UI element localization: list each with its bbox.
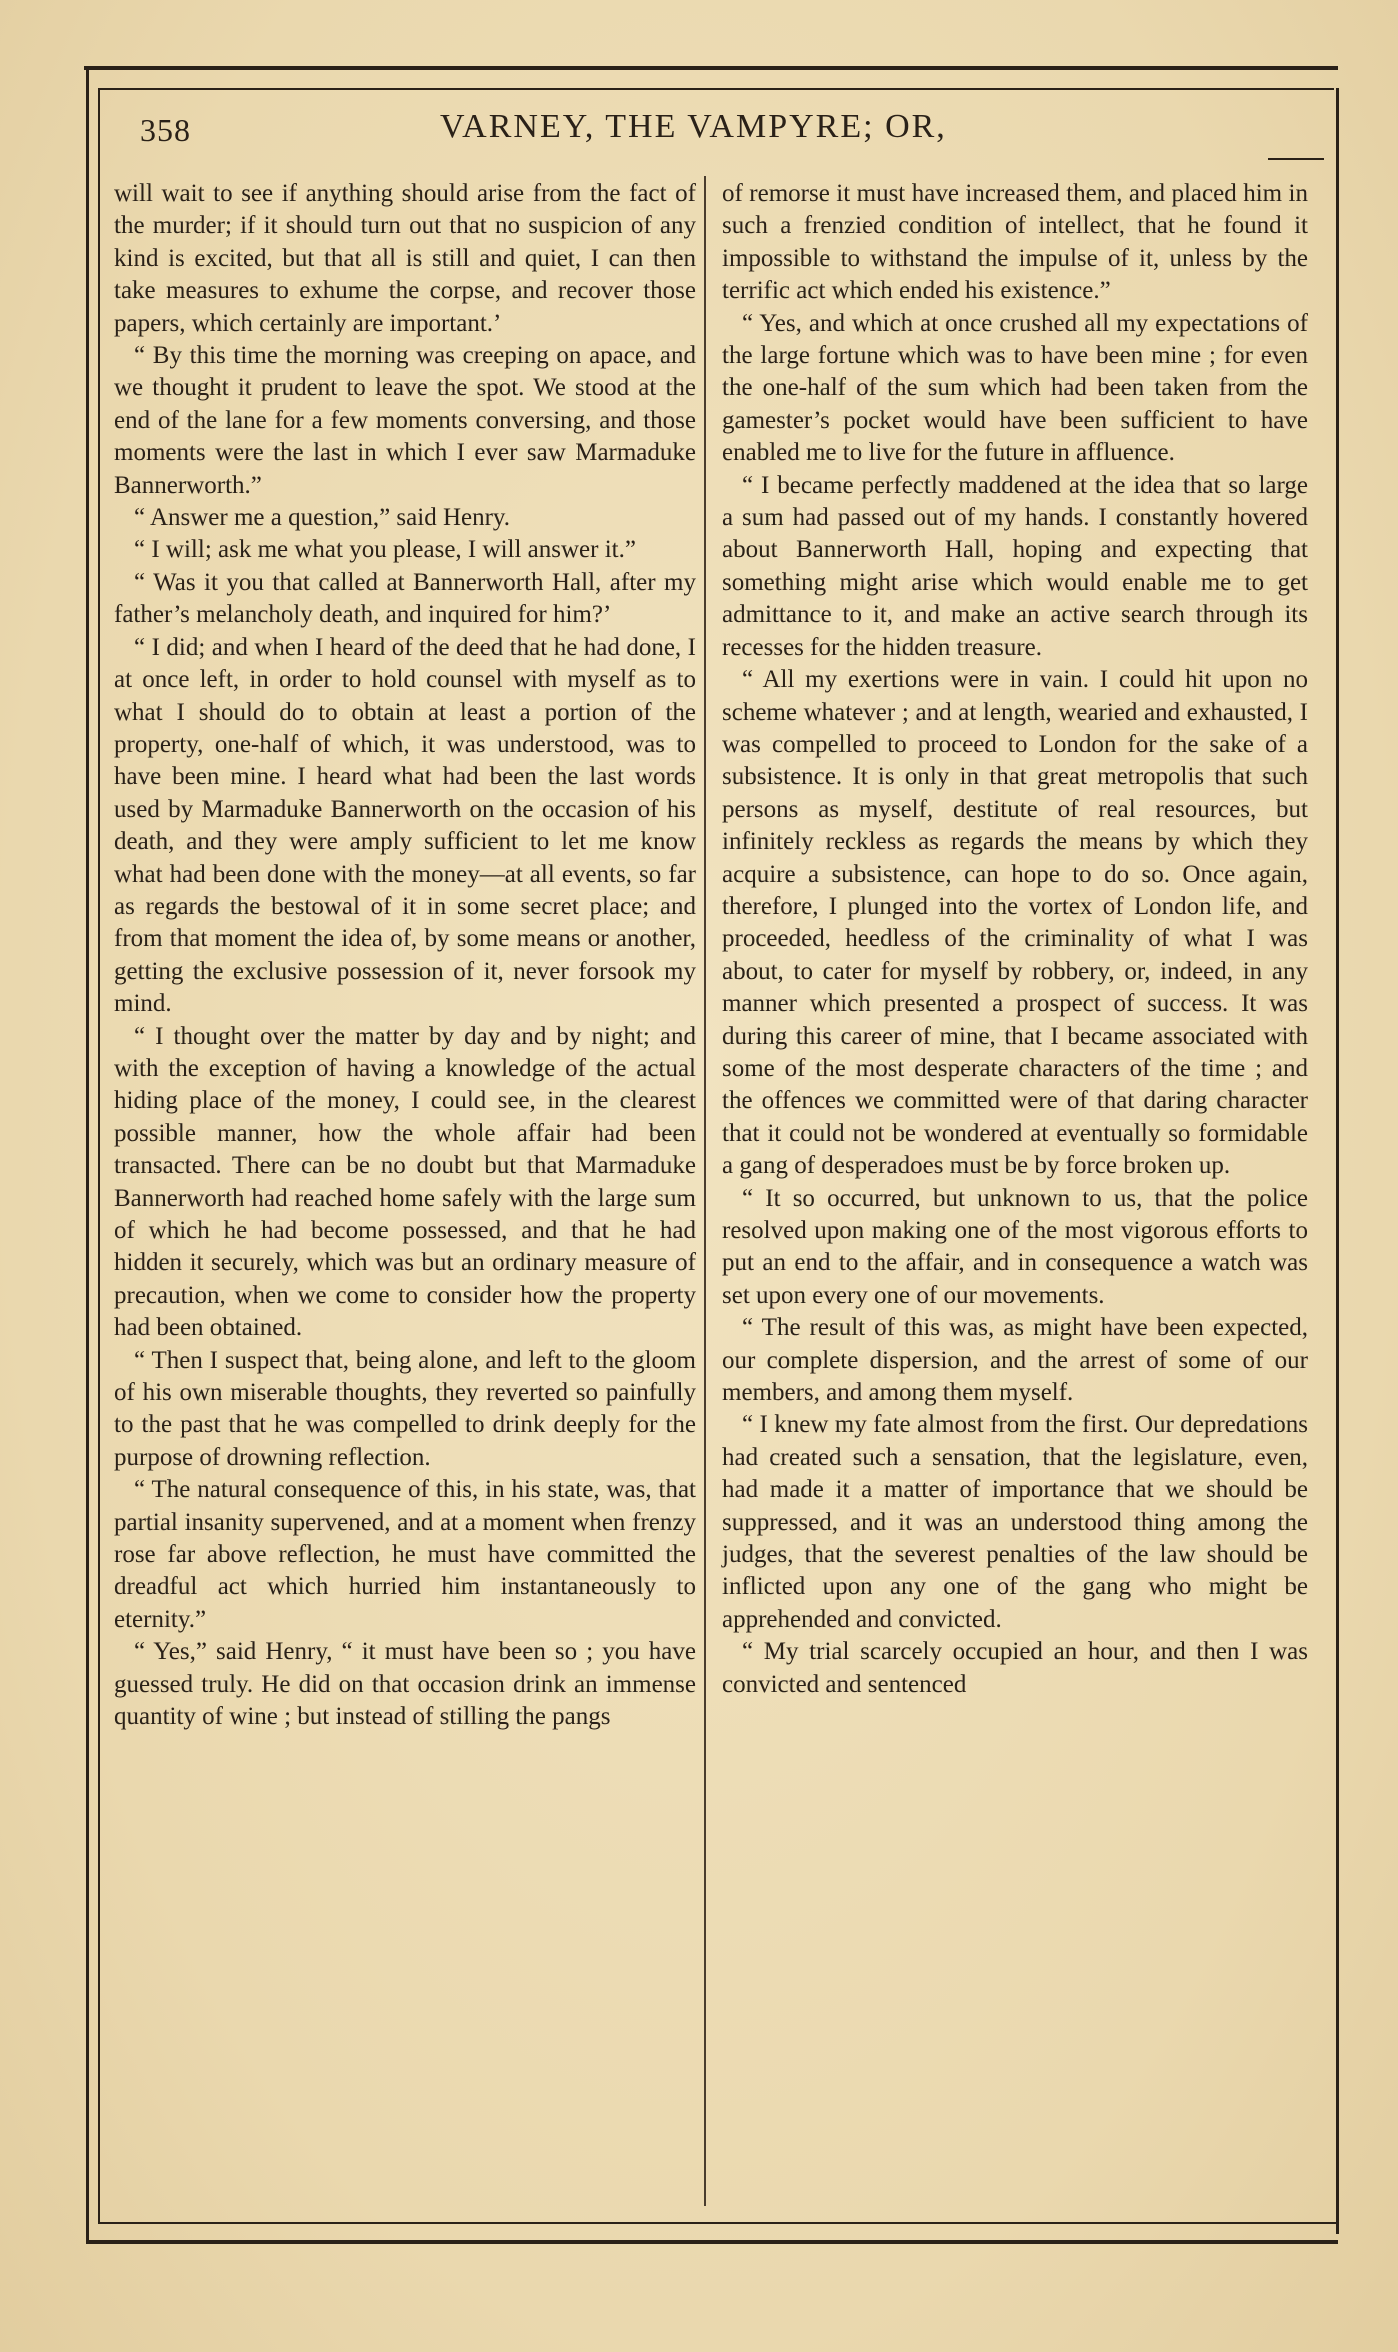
left-text-column xyxy=(114,178,696,1734)
paragraph: “ I became perfectly maddened at the idea that so large a sum had passed out of my hands. I constantly hovered about Bannerworth Hall, hoping and expecting that something might arise which would enable me to get admittance to it, and make an active search through its recesses for the hidden treasure. xyxy=(722,471,1308,661)
left-border-rule xyxy=(86,66,89,2240)
paragraph: “ Then I suspect that, being alone, and left to the gloom of his own miserable thoughts, they reverted so painfully to the past that he was compelled to drink deeply for the purpose of drowning reflection. xyxy=(114,1346,696,1471)
paragraph: “ I did; and when I heard of the deed that he had done, I at once left, in order to hold counsel with myself as to what I should do to obtain at least a portion of the property, one-half of which, it was understood, was to have been mine. I heard what had been the last words used by Marmaduke Bannerworth on the occasion of his death, and they were amply sufficient to let me know what had been done with the money—at all events, so far as regards the bestowal of it in some secret place; and from that moment the idea of, by some means or another, getting the exclusive possession of it, never forsook my mind. xyxy=(114,633,696,1018)
left-inner-rule xyxy=(98,88,100,2224)
paragraph: “ By this time the morning was creeping on apace, and we thought it prudent to leave the spot. We stood at the end of the lane for a few moments conversing, and those moments were the last in which I ever saw Marmaduke Bannerworth.” xyxy=(114,342,696,499)
paragraph: “ The result of this was, as might have been expected, our complete dispersion, and the arrest of some of our members, and among them myself. xyxy=(722,1314,1308,1407)
header-underline xyxy=(1268,158,1324,160)
paragraph: “ All my exertions were in vain. I could hit upon no scheme whatever ; and at length, wearied and exhausted, I was compelled to proceed to London for the sake of a subsistence. It is only in that great metropolis that such persons as myself, destitute of real resources, but infinitely reckless as regards the means by which they acquire a subsistence, can hope to do so. Once again, therefore, I plunged into the vortex of London life, and proceeded, heedless of the criminality of what I was about, to cater for myself by robbery, or, indeed, in any manner which presented a prospect of success. It was during this career of mine, that I became associated with some of the most desperate characters of the time ; and the offences we committed were of that daring character that it could not be wondered at eventually so formidable a gang of desperadoes must be by force broken up. xyxy=(722,666,1308,1180)
right-text-column xyxy=(722,178,1308,1701)
paragraph: “ Yes, and which at once crushed all my expectations of the large fortune which was to have been mine ; for even the one-half of the sum which had been taken from the gamester’s pocket would have been sufficient to have enabled me to live for the future in affluence. xyxy=(722,309,1308,467)
top-border-rule xyxy=(84,66,1338,70)
paragraph: “ I thought over the matter by day and by night; and with the exception of having a knowledge of the actual hiding place of the money, I could see, in the clearest possible manner, how the whole affair had been transacted. There can be no doubt but that Marmaduke Bannerworth had reached home safely with the large sum of which he had become possessed, and that he had hidden it securely, which was but an ordinary measure of precaution, when we come to consider how the property had been obtained. xyxy=(114,1022,696,1342)
paragraph: “ The natural consequence of this, in his state, was, that partial insanity supervened, and at a moment when frenzy rose far above reflection, he must have committed the dreadful act which hurried him instantaneously to eternity.” xyxy=(114,1476,696,1633)
bottom-border-rule xyxy=(86,2240,1338,2244)
bottom-inner-rule xyxy=(98,2222,1336,2224)
paragraph: “ I knew my fate almost from the first. Our depredations had created such a sensation, that the legislature, even, had made it a matter of importance that we should be suppressed, and it was an understood thing among the judges, that the severest penalties of the law should be inflicted upon any one of the gang who might be apprehended and convicted. xyxy=(722,1411,1308,1633)
running-title: VARNEY, THE VAMPYRE; OR, xyxy=(440,108,947,145)
paragraph: “ Was it you that called at Bannerworth Hall, after my father’s melancholy death, and inquired for him?’ xyxy=(114,568,696,629)
paragraph: will wait to see if anything should arise from the fact of the murder; if it should turn out that no suspicion of any kind is excited, but that all is still and quiet, I can then take measures to exhume the corpse, and recover those papers, which certainly are important.’ xyxy=(114,180,696,337)
paragraph: of remorse it must have increased them, and placed him in such a frenzied condition of intellect, that he found it impossible to withstand the impulse of it, unless by the terrific act which ended his existence.” xyxy=(722,180,1308,305)
right-border-rule xyxy=(1336,88,1339,2234)
top-inner-rule xyxy=(98,88,1334,90)
page-number: 358 xyxy=(140,112,191,148)
paragraph: “ Yes,” said Henry, “ it must have been so ; you have guessed truly. He did on that occasion drink an immense quantity of wine ; but instead of stilling the pangs xyxy=(114,1638,696,1731)
paragraph: “ My trial scarcely occupied an hour, and then I was convicted and sentenced xyxy=(722,1638,1308,1698)
paragraph: “ I will; ask me what you please, I will answer it.” xyxy=(134,536,636,564)
paragraph: “ It so occurred, but unknown to us, that the police resolved upon making one of the most vigorous efforts to put an end to the affair, and in consequence a watch was set upon every one of our movements. xyxy=(722,1184,1308,1309)
column-divider xyxy=(704,176,706,2206)
paragraph: “ Answer me a question,” said Henry. xyxy=(134,504,511,532)
